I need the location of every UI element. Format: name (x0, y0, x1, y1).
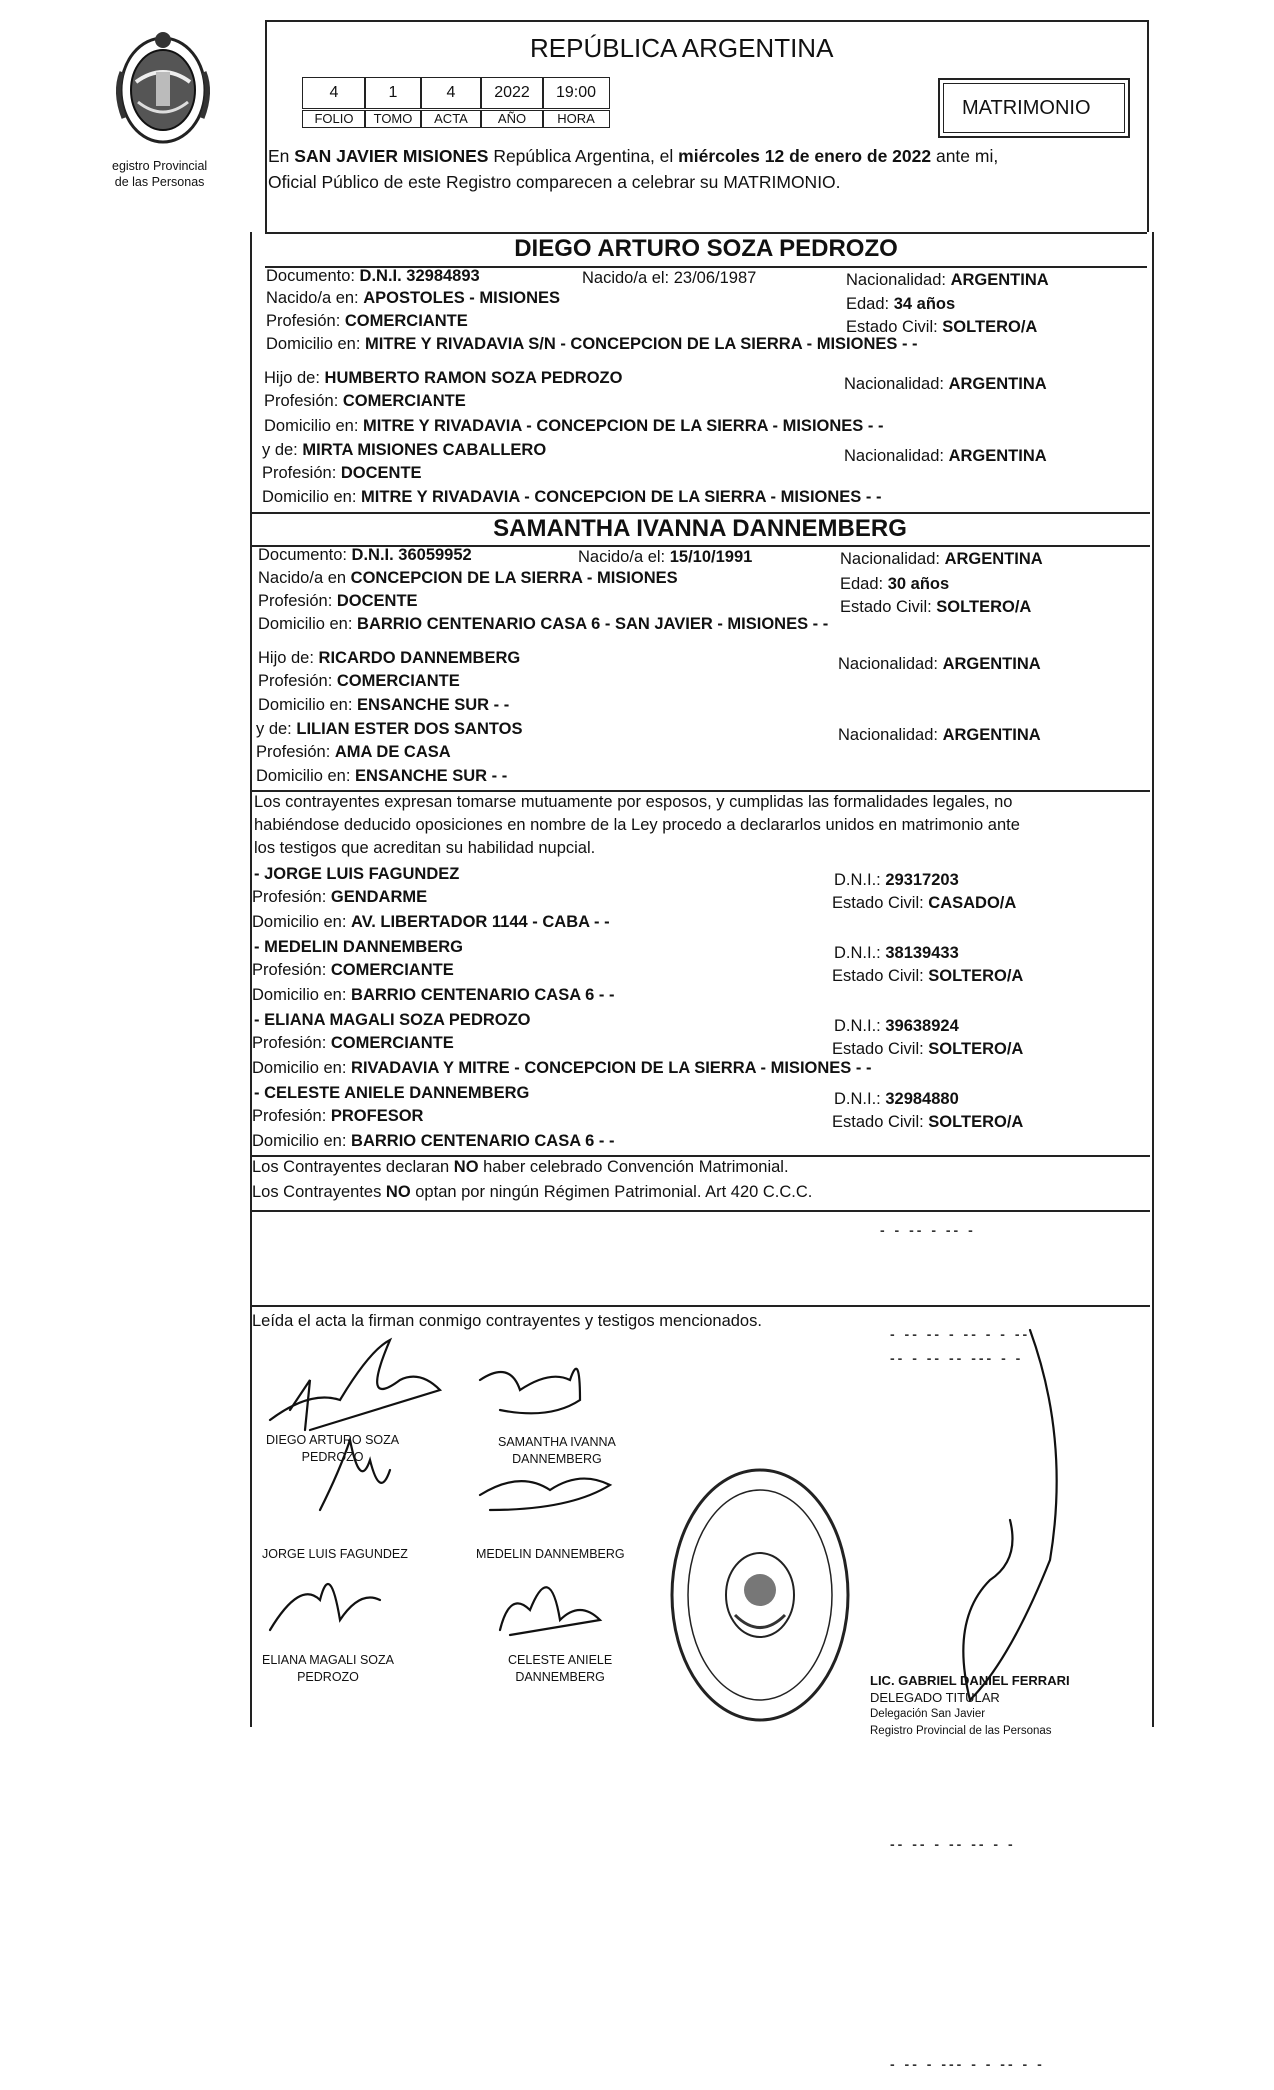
hora-value: 19:00 (542, 77, 610, 109)
scan-smudge: -- - -- -- --- - - (890, 1350, 1024, 1366)
spouse2-address: Domicilio en: BARRIO CENTENARIO CASA 6 - SAN JAVIER - MISIONES - - (258, 615, 829, 633)
spouse2-father-address: Domicilio en: ENSANCHE SUR - - (258, 696, 510, 714)
tomo-value: 1 (364, 77, 422, 109)
declaration-line-1: Los contrayentes expresan tomarse mutuamente por esposos, y cumplidas las formalidades legales, no (254, 793, 1013, 811)
spouse2-father: Hijo de: RICARDO DANNEMBERG (258, 649, 521, 667)
spouse1-civil-status: Estado Civil: SOLTERO/A (846, 318, 1038, 336)
anio-label: AÑO (480, 110, 544, 128)
signatures-intro: Leída el acta la firman conmigo contrayentes y testigos mencionados. (252, 1312, 762, 1330)
intro-line-1: En SAN JAVIER MISIONES República Argentina, el miércoles 12 de enero de 2022 ante mi, (268, 146, 999, 166)
convention-line-2: Los Contrayentes NO optan por ningún Régimen Patrimonial. Art 420 C.C.C. (252, 1183, 813, 1201)
convention-line-1: Los Contrayentes declaran NO haber celebrado Convención Matrimonial. (252, 1158, 789, 1176)
spouse2-age: Edad: 30 años (840, 575, 950, 593)
acta-label: ACTA (420, 110, 482, 128)
spouse2-mother-nationality: Nacionalidad: ARGENTINA (838, 726, 1041, 744)
spouse1-name: DIEGO ARTURO SOZA PEDROZO (514, 235, 898, 262)
witness-dni: D.N.I.: 32984880 (834, 1090, 959, 1108)
witness-civil-status: Estado Civil: SOLTERO/A (832, 1040, 1024, 1058)
spouse2-name: SAMANTHA IVANNA DANNEMBERG (493, 515, 907, 542)
witness-dni: D.N.I.: 29317203 (834, 871, 959, 889)
spouse2-birthdate: Nacido/a el: 15/10/1991 (578, 548, 753, 566)
witness-name: - ELIANA MAGALI SOZA PEDROZO (254, 1011, 531, 1029)
spouse1-father: Hijo de: HUMBERTO RAMON SOZA PEDROZO (264, 369, 623, 387)
witness-profession: Profesión: COMERCIANTE (252, 961, 454, 979)
witness-dni: D.N.I.: 38139433 (834, 944, 959, 962)
spouse1-birthplace: Nacido/a en: APOSTOLES - MISIONES (266, 289, 561, 307)
intro-line-2: Oficial Público de este Registro comparecen a celebrar su MATRIMONIO. (268, 172, 841, 192)
spouse1-age: Edad: 34 años (846, 295, 956, 313)
witness-address: Domicilio en: RIVADAVIA Y MITRE - CONCEPCION DE LA SIERRA - MISIONES - - (252, 1059, 872, 1077)
spouse1-mother-nationality: Nacionalidad: ARGENTINA (844, 447, 1047, 465)
hora-label: HORA (542, 110, 610, 128)
witness-name: - MEDELIN DANNEMBERG (254, 938, 463, 956)
stamp-seal-icon (665, 1465, 855, 1725)
witness-profession: Profesión: COMERCIANTE (252, 1034, 454, 1052)
rule (250, 1210, 1150, 1212)
signature-caption-witness3: ELIANA MAGALI SOZA PEDROZO (262, 1653, 394, 1684)
spouse2-father-nationality: Nacionalidad: ARGENTINA (838, 655, 1041, 673)
witness-profession: Profesión: GENDARME (252, 888, 428, 906)
logo-caption: egistro Provincial de las Personas (112, 159, 208, 189)
spouse2-mother: y de: LILIAN ESTER DOS SANTOS (256, 720, 523, 738)
witness-civil-status: Estado Civil: CASADO/A (832, 894, 1017, 912)
spouse1-nationality: Nacionalidad: ARGENTINA (846, 271, 1049, 289)
spouse1-mother: y de: MIRTA MISIONES CABALLERO (262, 441, 547, 459)
witness-address: Domicilio en: BARRIO CENTENARIO CASA 6 - - (252, 986, 615, 1004)
witness-dni: D.N.I.: 39638924 (834, 1017, 959, 1035)
anio-value: 2022 (480, 77, 544, 109)
spouse2-mother-address: Domicilio en: ENSANCHE SUR - - (256, 767, 508, 785)
official-caption: LIC. GABRIEL DANIEL FERRARI DELEGADO TITULAR Delegación San Javier Registro Provincial de las Personas (870, 1673, 1070, 1737)
spouse1-document: Documento: D.N.I. 32984893 (266, 267, 480, 285)
spouse1-father-profession: Profesión: COMERCIANTE (264, 392, 466, 410)
spouse2-mother-profession: Profesión: AMA DE CASA (256, 743, 451, 761)
tomo-label: TOMO (364, 110, 422, 128)
coat-of-arms-icon (108, 22, 218, 152)
scan-smudge: - - -- - -- - (880, 1222, 976, 1238)
witness-address: Domicilio en: BARRIO CENTENARIO CASA 6 - - (252, 1132, 615, 1150)
country-title: REPÚBLICA ARGENTINA (530, 33, 834, 63)
spouse1-address: Domicilio en: MITRE Y RIVADAVIA S/N - CONCEPCION DE LA SIERRA - MISIONES - - (266, 335, 918, 353)
spouse1-birthdate: Nacido/a el: 23/06/1987 (582, 269, 757, 287)
scan-smudge: - -- -- - -- - - -- (890, 1326, 1031, 1342)
witness-name: - JORGE LUIS FAGUNDEZ (254, 865, 460, 883)
signature-caption-witness1: JORGE LUIS FAGUNDEZ (262, 1547, 408, 1561)
provincial-logo (108, 22, 218, 152)
rule (265, 20, 1147, 22)
doc-type-box (938, 78, 1130, 138)
signature-caption-witness4: CELESTE ANIELE DANNEMBERG (508, 1653, 613, 1684)
spouse1-mother-address: Domicilio en: MITRE Y RIVADAVIA - CONCEPCION DE LA SIERRA - MISIONES - - (262, 488, 882, 506)
folio-value: 4 (302, 77, 366, 109)
declaration-line-2: habiéndose deducido oposiciones en nombre de la Ley procedo a declararlos unidos en matrimonio ante (254, 816, 1020, 834)
signature-caption-witness2: MEDELIN DANNEMBERG (476, 1547, 625, 1561)
witness-civil-status: Estado Civil: SOLTERO/A (832, 967, 1024, 985)
official-stamp (665, 1465, 855, 1725)
witness-address: Domicilio en: AV. LIBERTADOR 1144 - CABA - - (252, 913, 610, 931)
spouse1-profession: Profesión: COMERCIANTE (266, 312, 468, 330)
signature-caption-spouse1: DIEGO ARTURO SOZA PEDROZO (266, 1433, 400, 1464)
spouse2-profession: Profesión: DOCENTE (258, 592, 418, 610)
witness-profession: Profesión: PROFESOR (252, 1107, 424, 1125)
spouse1-mother-profession: Profesión: DOCENTE (262, 464, 422, 482)
witness-name: - CELESTE ANIELE DANNEMBERG (254, 1084, 530, 1102)
declaration-line-3: los testigos que acreditan su habilidad nupcial. (254, 839, 596, 857)
signature-caption-spouse2: SAMANTHA IVANNA DANNEMBERG (498, 1435, 616, 1466)
scan-smudge: - -- - --- - - -- - - (890, 2056, 1045, 2072)
folio-label: FOLIO (302, 110, 366, 128)
spouse2-nationality: Nacionalidad: ARGENTINA (840, 550, 1043, 568)
spouse1-father-nationality: Nacionalidad: ARGENTINA (844, 375, 1047, 393)
spouse2-birthplace: Nacido/a en CONCEPCION DE LA SIERRA - MISIONES (258, 569, 678, 587)
witness-civil-status: Estado Civil: SOLTERO/A (832, 1113, 1024, 1131)
spouse2-document: Documento: D.N.I. 36059952 (258, 546, 472, 564)
scan-smudge: -- -- - -- -- - - (890, 1836, 1016, 1852)
acta-value: 4 (420, 77, 482, 109)
spouse2-civil-status: Estado Civil: SOLTERO/A (840, 598, 1032, 616)
spouse1-father-address: Domicilio en: MITRE Y RIVADAVIA - CONCEPCION DE LA SIERRA - MISIONES - - (264, 417, 884, 435)
rule (250, 1305, 1150, 1307)
spouse2-father-profession: Profesión: COMERCIANTE (258, 672, 460, 690)
doc-type: MATRIMONIO (962, 97, 1091, 119)
